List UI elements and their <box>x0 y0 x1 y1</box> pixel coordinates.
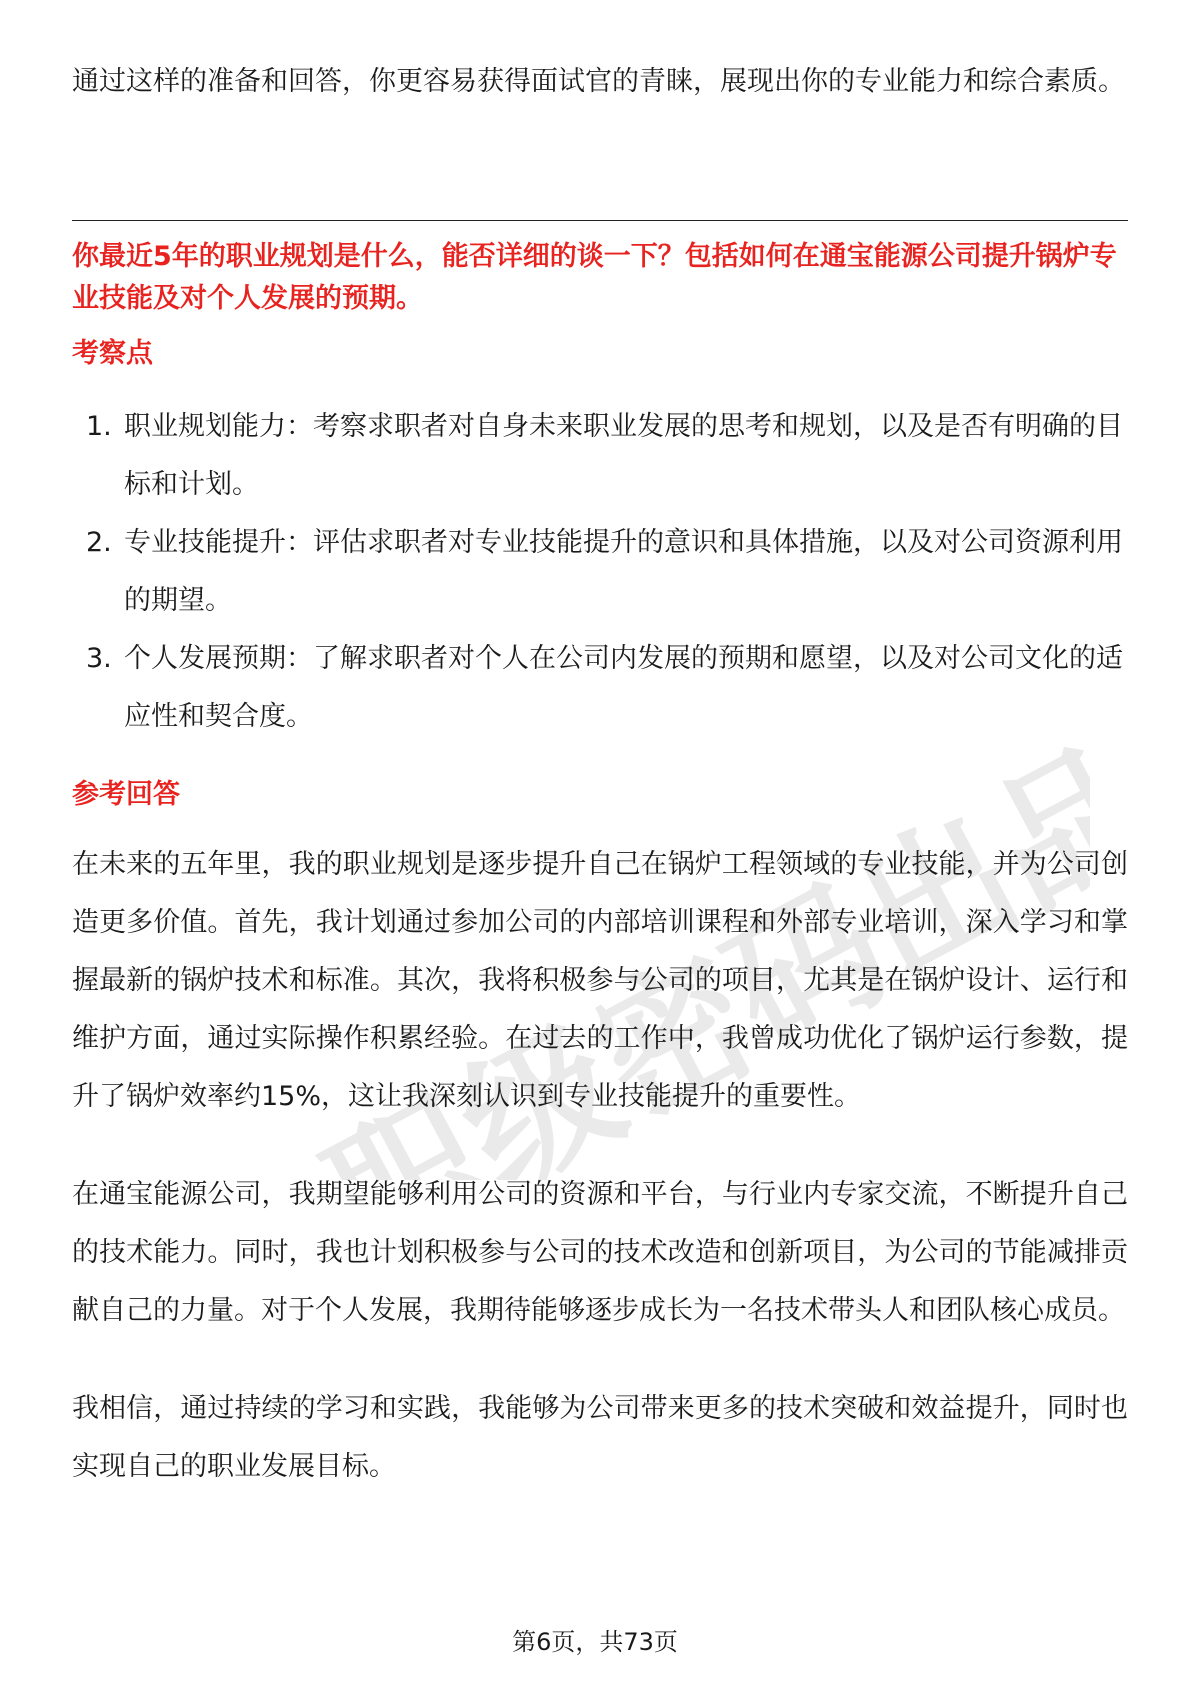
answer-paragraph: 在未来的五年里，我的职业规划是逐步提升自己在锅炉工程领域的专业技能，并为公司创造更多价值。首先，我计划通过参加公司的内部培训课程和外部专业培训，深入学习和掌握最新的锅炉技术和标准。其次，我将积极参与公司的项目，尤其是在锅炉设计、运行和维护方面，通过实际操作积累经验。在过去的工作中，我曾成功优化了锅炉运行参数，提升了锅炉效率约15%，这让我深刻认识到专业技能提升的重要性。 <box>72 849 1128 1112</box>
intro-paragraph <box>72 53 1128 111</box>
list-item <box>72 514 1128 630</box>
list-item <box>72 398 1128 514</box>
list-item-number: 3. <box>86 643 112 674</box>
intro-text: 通过这样的准备和回答，你更容易获得面试官的青睐，展现出你的专业能力和综合素质。 <box>72 66 1125 97</box>
section-divider <box>72 220 1128 221</box>
list-item-text: 专业技能提升：评估求职者对专业技能提升的意识和具体措施，以及对公司资源利用的期望。 <box>124 527 1123 616</box>
page-number: 第6页，共73页 <box>512 1628 678 1656</box>
answer-paragraph: 在通宝能源公司，我期望能够利用公司的资源和平台，与行业内专家交流，不断提升自己的技术能力。同时，我也计划积极参与公司的技术改造和创新项目，为公司的节能减排贡献自己的力量。对于个人发展，我期待能够逐步成长为一名技术带头人和团队核心成员。 <box>72 1179 1128 1326</box>
section-title-reference-answer: 参考回答 <box>72 779 180 810</box>
reference-answer <box>72 836 1128 1536</box>
list-item-number: 1. <box>86 411 112 442</box>
watermark-text: 职级密码出品 <box>302 715 1090 1180</box>
list-item-number: 2. <box>86 527 112 558</box>
list-item-text: 个人发展预期：了解求职者对个人在公司内发展的预期和愿望，以及对公司文化的适应性和契合度。 <box>124 643 1123 732</box>
question-heading: 你最近5年的职业规划是什么，能否详细的谈一下？包括如何在通宝能源公司提升锅炉专业技能及对个人发展的预期。 <box>72 241 1117 314</box>
section-title-assessment-points: 考察点 <box>72 338 153 369</box>
list-item-text: 职业规划能力：考察求职者对自身未来职业发展的思考和规划，以及是否有明确的目标和计划。 <box>124 411 1123 500</box>
assessment-points-list <box>72 398 1128 746</box>
answer-paragraph: 我相信，通过持续的学习和实践，我能够为公司带来更多的技术突破和效益提升，同时也实现自己的职业发展目标。 <box>72 1393 1128 1482</box>
list-item <box>72 630 1128 746</box>
